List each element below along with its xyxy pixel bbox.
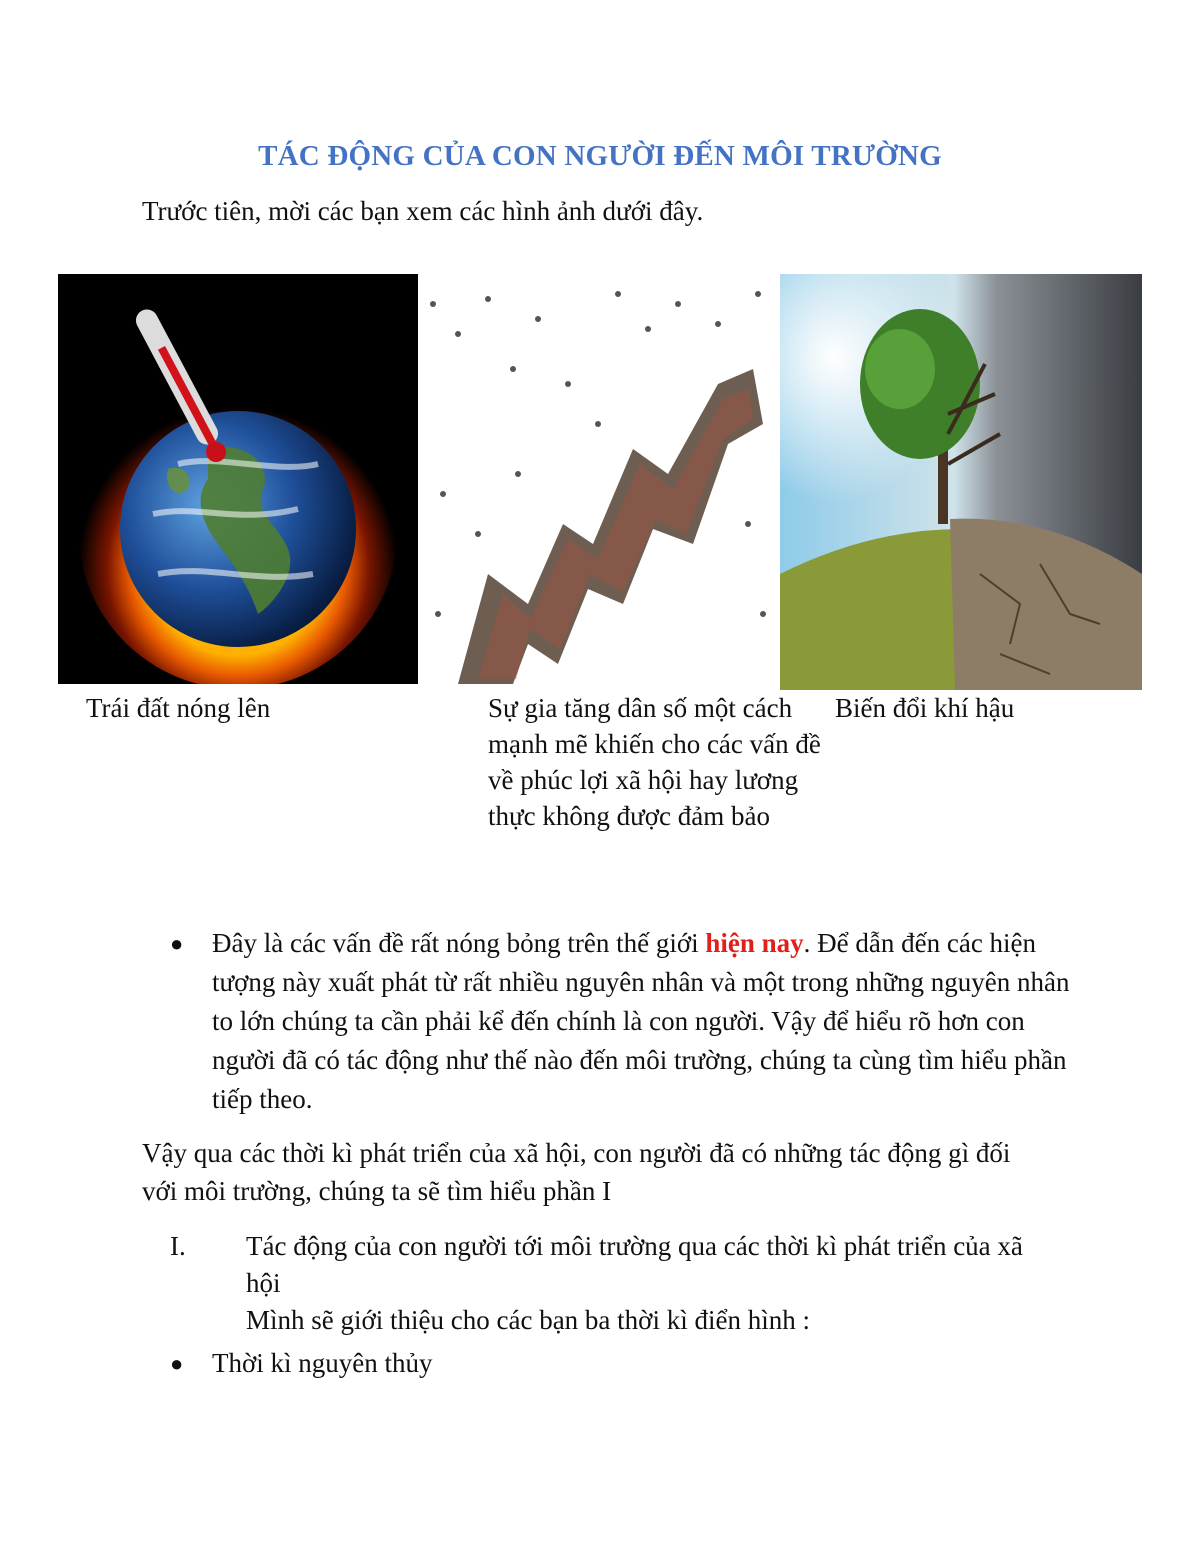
page-title: TÁC ĐỘNG CỦA CON NGƯỜI ĐẾN MÔI TRƯỜNG bbox=[258, 140, 942, 172]
bullet-dot-icon: ● bbox=[170, 1351, 184, 1376]
bullet-list-item bbox=[170, 1344, 1092, 1383]
bullet-text: Thời kì nguyên thủy bbox=[212, 1348, 433, 1378]
population-growth-image bbox=[418, 274, 780, 684]
bullet-text-before: Đây là các vấn đề rất nóng bỏng trên thế giới bbox=[212, 928, 706, 958]
bullet-text-after: . Để dẫn đến các hiện tượng này xuất phát từ rất nhiều nguyên nhân và một trong những nguyên nhân to lớn chúng ta cần phải kể đến chính là con người. Vậy để hiểu rõ hơn con người đã có tác động như thế nào đến môi trường, chúng ta cùng tìm hiểu phần tiếp theo. bbox=[212, 928, 1070, 1114]
highlight-text: hiện nay bbox=[705, 928, 804, 958]
bullet-list-item bbox=[170, 924, 1092, 1119]
body-paragraph: Vậy qua các thời kì phát triển của xã hội, con người đã có những tác động gì đối với môi trường, chúng ta sẽ tìm hiểu phần I bbox=[142, 1138, 1011, 1206]
earth-warming-image bbox=[58, 274, 418, 684]
section-number: I. bbox=[170, 1231, 186, 1261]
caption-population-growth: Sự gia tăng dân số một cách mạnh mẽ khiến cho các vấn đề về phúc lợi xã hội hay lương thực không được đảm bảo bbox=[488, 693, 821, 831]
caption-climate-change: Biến đổi khí hậu bbox=[835, 693, 1015, 723]
bullet-dot-icon: ● bbox=[170, 931, 184, 956]
bullet-text bbox=[212, 924, 1092, 1119]
section-subtext: Mình sẽ giới thiệu cho các bạn ba thời kì điển hình : bbox=[246, 1305, 810, 1335]
climate-change-image bbox=[780, 274, 1142, 690]
section-i bbox=[170, 1228, 1026, 1339]
caption-earth-warming: Trái đất nóng lên bbox=[86, 693, 271, 723]
section-heading: Tác động của con người tới môi trường qua các thời kì phát triển của xã hội bbox=[246, 1231, 1023, 1298]
intro-text: Trước tiên, mời các bạn xem các hình ảnh dưới đây. bbox=[142, 196, 704, 226]
